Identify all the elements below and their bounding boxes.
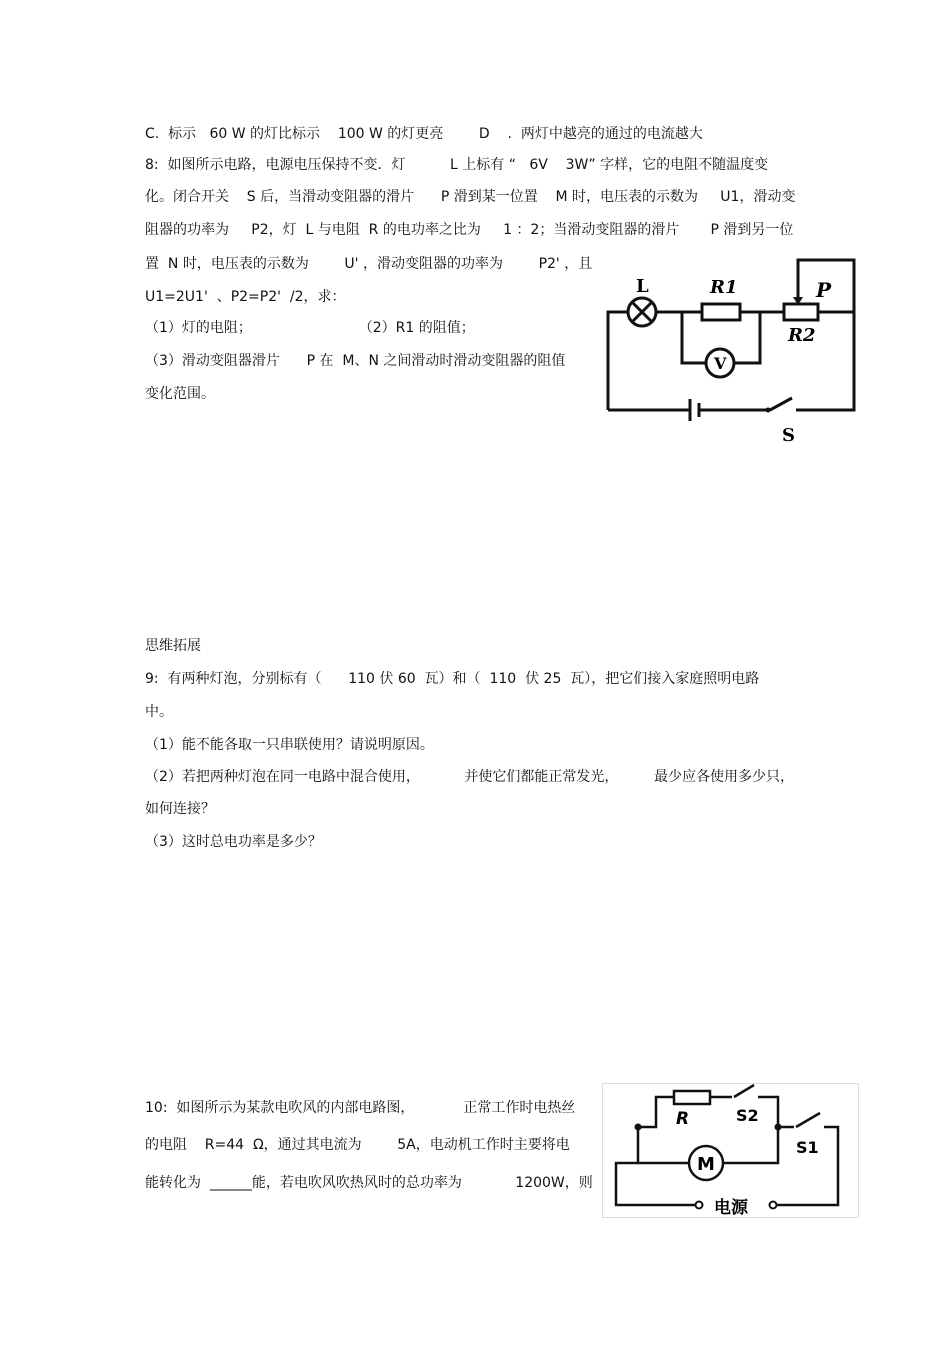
q8-line-2: 化。闭合开关 S 后，当滑动变阻器的滑片 P 滑到某一位置 M 时，电压表的示数为 U1，滑动变	[145, 189, 796, 205]
r2-label: R2	[788, 325, 816, 346]
q8-sub-1-2: （1）灯的电阻； （2）R1 的阻值；	[145, 320, 475, 336]
q9-sub-1: （1）能不能各取一只串联使用？请说明原因。	[145, 737, 434, 753]
q8-line-3: 阻器的功率为 P2，灯 L 与电阻 R 的电功率之比为 1 ：2；当滑动变阻器的滑片 P 滑到另一位	[145, 222, 794, 238]
q10-line-2: 的电阻 R=44 Ω，通过其电流为 5A，电动机工作时主要将电	[145, 1137, 570, 1153]
q8-sub-3-cont: 变化范围。	[145, 386, 215, 402]
q9-sub-2-cont: 如何连接？	[145, 801, 215, 817]
option-c-d-line: C. 标示 60 W 的灯比标示 100 W 的灯更亮 D . 两灯中越亮的通过的电流越大	[145, 126, 703, 142]
q8-line-4: 置 N 时，电压表的示数为 U' ，滑动变阻器的功率为 P2' ，且	[145, 256, 593, 272]
lamp-label: L	[636, 276, 649, 297]
q9-sub-3: （3）这时总电功率是多少？	[145, 834, 322, 850]
q10-line-1: 10: 如图所示为某款电吹风的内部电路图， 正常工作时电热丝	[145, 1100, 576, 1116]
r1-label: R1	[710, 277, 738, 298]
s2-label: S2	[736, 1106, 759, 1125]
q8-sub-3: （3）滑动变阻器滑片 P 在 M、N 之间滑动时滑动变阻器的阻值	[145, 353, 566, 369]
q9-line-1: 9: 有两种灯泡，分别标有（ 110 伏 60 瓦）和（ 110 伏 25 瓦），把它们接入家庭照明电路	[145, 671, 760, 687]
s1-label: S1	[796, 1138, 819, 1157]
q10-circuit-diagram	[602, 1083, 860, 1219]
q8-circuit-diagram	[598, 255, 863, 450]
voltmeter-label: V	[714, 354, 727, 373]
q9-line-2: 中。	[145, 704, 173, 720]
switch-label: S	[782, 425, 795, 446]
q9-sub-2: （2）若把两种灯泡在同一电路中混合使用， 并使它们都能正常发光， 最少应各使用多少只，	[145, 769, 795, 785]
q8-line-5: U1=2U1' 、P2=P2' /2，求：	[145, 289, 346, 305]
motor-label: M	[697, 1154, 715, 1175]
r-label: R	[676, 1109, 690, 1129]
power-source-label: 电源	[714, 1198, 748, 1218]
q8-line-1: 8: 如图所示电路，电源电压保持不变．灯 L 上标有 “ 6V 3W” 字样，它的电阻不随温度变	[145, 157, 769, 173]
extension-heading: 思维拓展	[145, 638, 201, 654]
q10-line-3: 能转化为 ______能，若电吹风吹热风时的总功率为 1200W，则	[145, 1175, 593, 1191]
slider-label: P	[816, 278, 832, 302]
